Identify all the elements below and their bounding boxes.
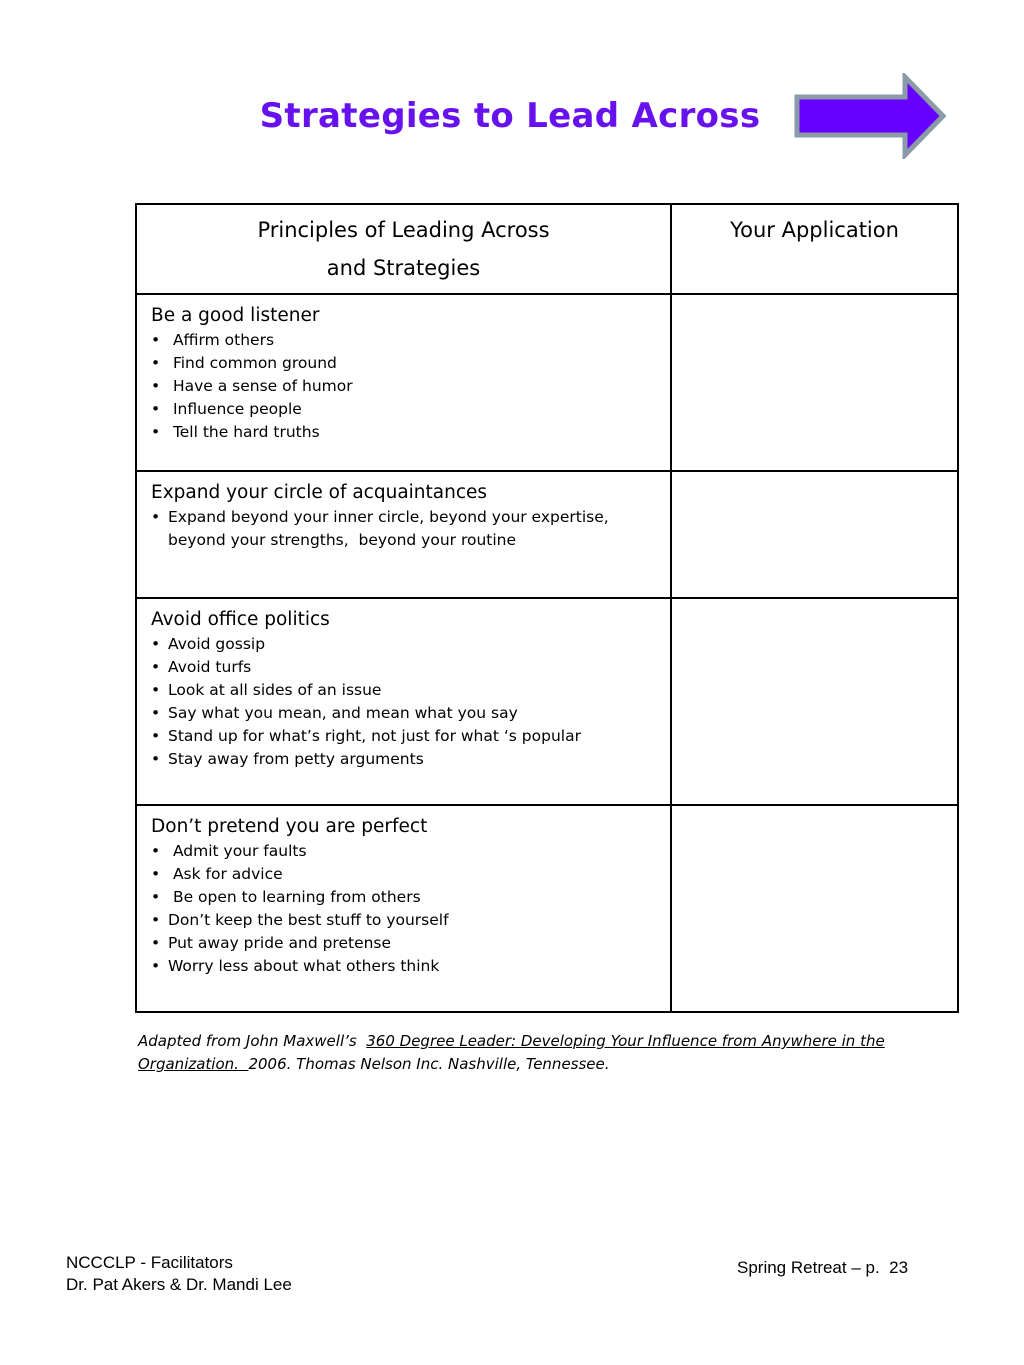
list-item-continuation: beyond your strengths, beyond your routine <box>168 531 517 549</box>
table-row <box>136 471 958 598</box>
citation <box>138 1030 938 1076</box>
list-item: • Ask for advice <box>151 865 283 883</box>
list-item: • Put away pride and pretense <box>151 934 392 952</box>
citation-publisher: 2006. Thomas Nelson Inc. Nashville, Tennessee. <box>248 1055 610 1073</box>
citation-book-title-cont: Organization. <box>138 1055 249 1073</box>
footer-program: NCCCLP - Facilitators <box>66 1253 233 1272</box>
section-perfect <box>136 805 671 1012</box>
right-arrow-icon <box>793 73 948 159</box>
list-item: • Be open to learning from others <box>151 888 421 906</box>
section-title: Avoid office politics <box>151 609 330 630</box>
page-number: Spring Retreat – p. 23 <box>737 1258 909 1277</box>
application-cell[interactable] <box>671 805 958 1012</box>
list-item: • Affirm others <box>151 331 275 349</box>
section-listener <box>136 294 671 471</box>
bullet-list <box>151 840 656 978</box>
list-item: • Influence people <box>151 400 302 418</box>
header-principles-line1: Principles of Leading Across <box>257 218 550 242</box>
section-circle <box>136 471 671 598</box>
header-principles <box>136 204 671 294</box>
list-item: • Find common ground <box>151 354 337 372</box>
section-title: Don’t pretend you are perfect <box>151 816 428 837</box>
list-item: • Don’t keep the best stuff to yourself <box>151 911 449 929</box>
table-row <box>136 294 958 471</box>
table-row <box>136 598 958 805</box>
page-title: Strategies to Lead Across <box>259 96 761 136</box>
citation-prefix: Adapted from John Maxwell’s <box>138 1032 367 1050</box>
application-cell[interactable] <box>671 471 958 598</box>
header-principles-line2: and Strategies <box>326 256 481 280</box>
bullet-list <box>151 633 656 771</box>
list-item: • Stand up for what’s right, not just for what ‘s popular <box>151 727 581 745</box>
bullet-list <box>151 329 656 444</box>
list-item: • Tell the hard truths <box>151 423 320 441</box>
list-item: • Stay away from petty arguments <box>151 750 424 768</box>
list-item: • Say what you mean, and mean what you say <box>151 704 518 722</box>
list-item: • Look at all sides of an issue <box>151 681 382 699</box>
bullet-list <box>151 506 656 552</box>
application-cell[interactable] <box>671 598 958 805</box>
strategies-table <box>135 203 959 1013</box>
table-row <box>136 805 958 1012</box>
list-item: • Have a sense of humor <box>151 377 353 395</box>
footer-facilitators <box>66 1252 292 1296</box>
citation-book-title: 360 Degree Leader: Developing Your Influence from Anywhere in the <box>366 1032 885 1050</box>
section-title: Expand your circle of acquaintances <box>151 482 488 503</box>
list-item: • Worry less about what others think <box>151 957 440 975</box>
header-application: Your Application <box>671 204 958 294</box>
section-title: Be a good listener <box>151 305 320 326</box>
list-item: • Avoid gossip <box>151 635 266 653</box>
section-politics <box>136 598 671 805</box>
list-item: • Avoid turfs <box>151 658 252 676</box>
list-item: • Expand beyond your inner circle, beyond your expertise, <box>151 508 609 526</box>
table-header-row <box>136 204 958 294</box>
application-cell[interactable] <box>671 294 958 471</box>
list-item: • Admit your faults <box>151 842 307 860</box>
footer-authors: Dr. Pat Akers & Dr. Mandi Lee <box>66 1275 292 1294</box>
